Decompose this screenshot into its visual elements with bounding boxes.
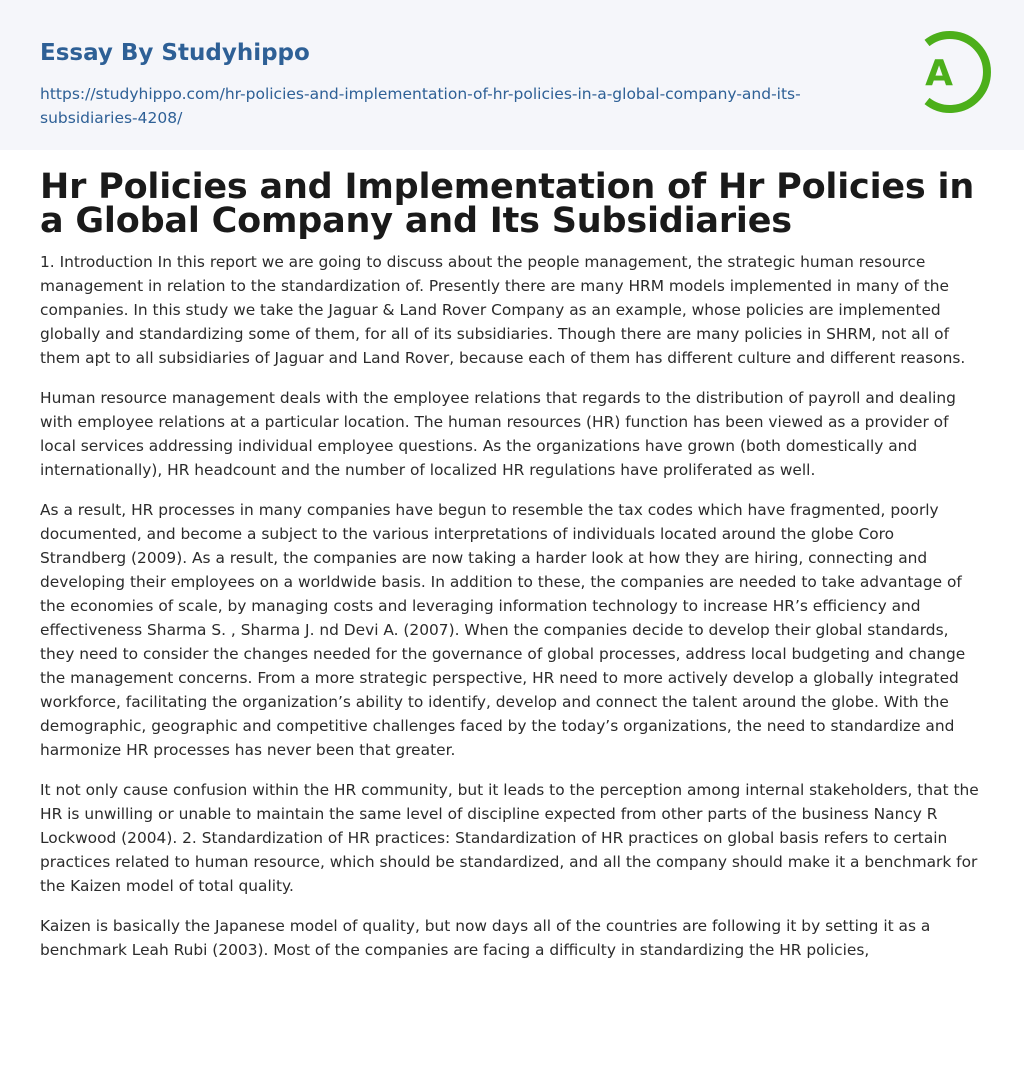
article-paragraph: Kaizen is basically the Japanese model of quality, but now days all of the countries are following it by setting it as a benchmark Leah Rubi (2003). Most of the companies are facing a difficulty in standardizing the HR policies, [40,917,931,959]
site-header [0,0,1024,150]
article [40,167,984,978]
brand-title[interactable]: Essay By Studyhippo [40,40,310,66]
essay-url-link[interactable]: https://studyhippo.com/hr-policies-and-implementation-of-hr-policies-in-a-global-company-and-its-subsidiaries-4208/ [40,85,801,127]
article-paragraph: 1. Introduction In this report we are going to discuss about the people management, the strategic human resource management in relation to the standardization of. Presently there are many HRM models implemented in many of the companies. In this study we take the Jaguar & Land Rover Company as an example, whose policies are implemented globally and standardizing some of them, for all of its subsidiaries. Though there are many policies in SHRM, not all of them apt to all subsidiaries of Jaguar and Land Rover, because each of them has different culture and different reasons. [40,253,966,367]
logo-letter: A [925,53,953,94]
article-paragraph: It not only cause confusion within the HR community, but it leads to the perception among internal stakeholders, that the HR is unwilling or unable to maintain the same level of discipline expected from other parts of the business Nancy R Lockwood (2004). 2. Standardization of HR practices: Standardization of HR practices on global basis refers to certain practices related to human resource, which should be standardized, and all the company should make it a benchmark for the Kaizen model of total quality. [40,781,979,895]
article-paragraph: As a result, HR processes in many companies have begun to resemble the tax codes which have fragmented, poorly documented, and become a subject to the various interpretations of individuals located around the globe Coro Strandberg (2009). As a result, the companies are now taking a harder look at how they are hiring, connecting and developing their employees on a worldwide basis. In addition to these, the companies are needed to take advantage of the economies of scale, by managing costs and leveraging information technology to increase HR’s efficiency and effectiveness Sharma S. , Sharma J. nd Devi A. (2007). When the companies decide to develop their global standards, they need to consider the changes needed for the governance of global processes, address local budgeting and change the management concerns. From a more strategic perspective, HR need to more actively develop a globally integrated workforce, facilitating the organization’s ability to identify, develop and connect the talent around the globe. With the demographic, geographic and competitive challenges faced by the today’s organizations, the need to standardize and harmonize HR processes has never been that greater. [40,501,966,759]
article-paragraph: Human resource management deals with the employee relations that regards to the distribution of payroll and dealing with employee relations at a particular location. The human resources (HR) function has been viewed as a provider of local services addressing individual employee questions. As the organizations have grown (both domestically and internationally), HR headcount and the number of localized HR regulations have proliferated as well. [40,389,956,479]
studyhippo-logo-icon[interactable] [906,26,992,118]
article-title: Hr Policies and Implementation of Hr Policies in a Global Company and Its Subsidiaries [40,167,975,241]
